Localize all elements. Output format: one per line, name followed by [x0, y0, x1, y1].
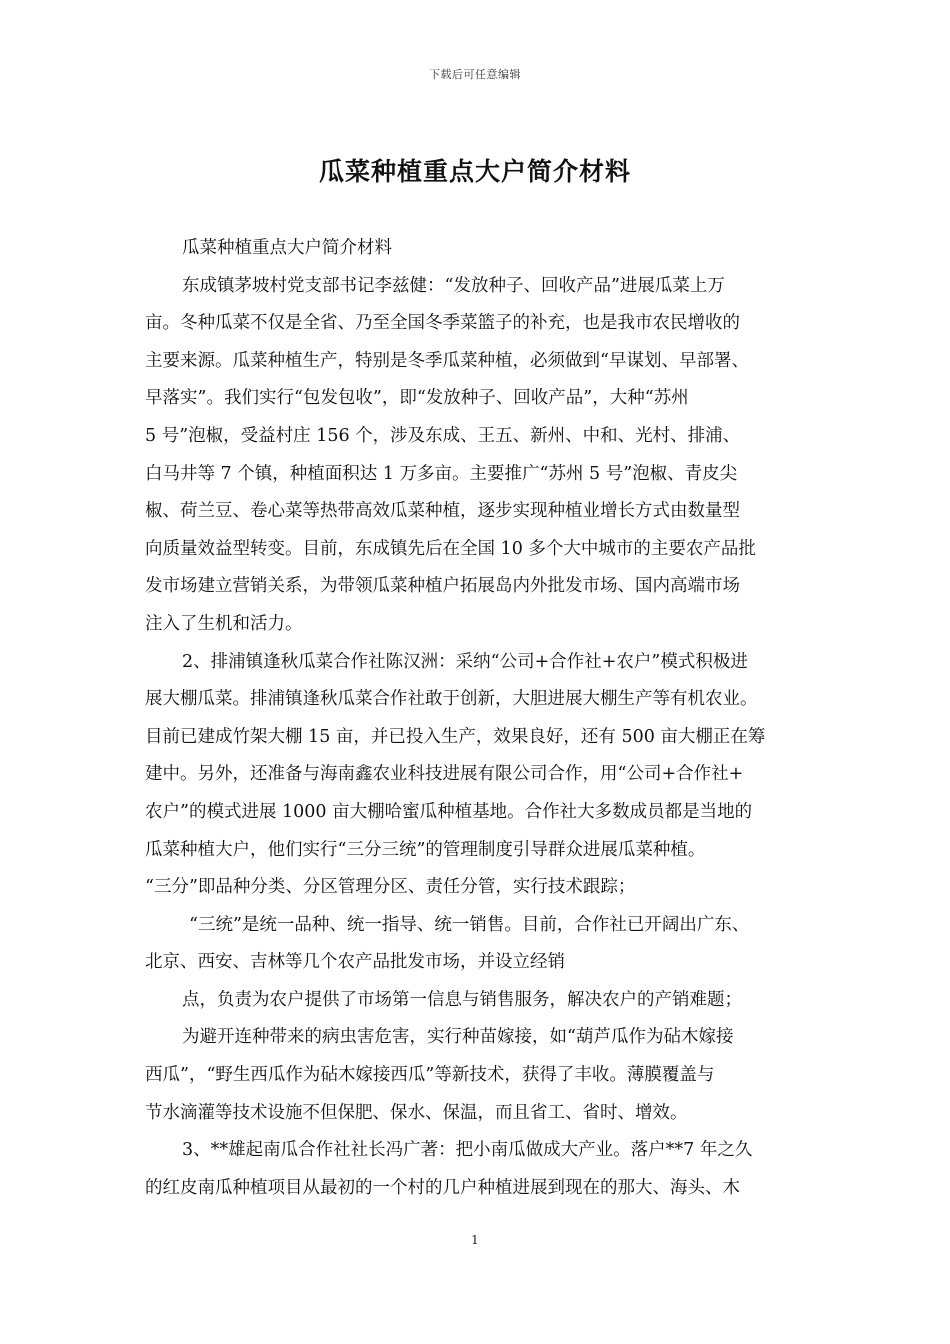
body-line: 早落实”。我们实行“包发包收”，即“发放种子、回收产品”，大种“苏州	[145, 388, 689, 409]
body-line: 白马井等 7 个镇，种植面积达 1 万多亩。主要推广“苏州 5 号”泡椒、青皮尖	[145, 463, 738, 484]
body-line: 瓜菜种植重点大户简介材料	[182, 238, 392, 258]
body-line: 主要来源。瓜菜种植生产，特别是冬季瓜菜种植，必须做到“早谋划、早部署、	[145, 350, 749, 371]
document-body	[145, 230, 813, 1207]
body-line: 农户”的模式进展 1000 亩大棚哈蜜瓜种植基地。合作社大多数成员都是当地的	[145, 801, 753, 822]
body-line: 建中。另外，还准备与海南鑫农业科技进展有限公司合作，用“公司+合作社+	[145, 764, 744, 785]
body-line: 西瓜”，“野生西瓜作为砧木嫁接西瓜”等新技术，获得了丰收。薄膜覆盖与	[145, 1065, 715, 1086]
body-line: 注入了生机和活力。	[145, 613, 303, 634]
body-line: “三统”是统一品种、统一指导、统一销售。目前，合作社已开阔出广东、	[189, 914, 750, 935]
body-line: 东成镇茅坡村党支部书记李兹健：“发放种子、回收产品”进展瓜菜上万	[182, 275, 725, 296]
body-line: 椒、荷兰豆、卷心菜等热带高效瓜菜种植，逐步实现种植业增长方式由数量型	[145, 501, 740, 522]
body-line: 目前已建成竹架大棚 15 亩，并已投入生产，效果良好，还有 500 亩大棚正在筹	[145, 726, 766, 747]
document-title: 瓜菜种植重点大户简介材料	[318, 157, 631, 186]
body-line: 5 号”泡椒，受益村庄 156 个，涉及东成、王五、新州、中和、光村、排浦、	[145, 425, 741, 446]
body-line: 节水滴灌等技术设施不但保肥、保水、保温，而且省工、省时、增效。	[145, 1102, 688, 1123]
body-line: 的红皮南瓜种植项目从最初的一个村的几户种植进展到现在的那大、海头、木	[145, 1177, 740, 1198]
body-line: 发市场建立营销关系，为带领瓜菜种植户拓展岛内外批发市场、国内高端市场	[145, 576, 740, 597]
body-line: “三分”即品种分类、分区管理分区、责任分管，实行技术跟踪；	[145, 877, 636, 898]
body-line: 北京、西安、吉林等几个农产品批发市场，并设立经销	[145, 952, 565, 973]
body-line: 3、**雄起南瓜合作社社长冯广著：把小南瓜做成大产业。落户**7 年之久	[182, 1140, 753, 1161]
body-line: 点，负责为农户提供了市场第一信息与销售服务，解决农户的产销难题；	[182, 989, 742, 1010]
header-note: 下载后可任意编辑	[429, 68, 521, 81]
body-line: 展大棚瓜菜。排浦镇逢秋瓜菜合作社敢于创新，大胆进展大棚生产等有机农业。	[145, 689, 758, 710]
body-line: 亩。冬种瓜菜不仅是全省、乃至全国冬季菜篮子的补充，也是我市农民增收的	[145, 313, 740, 334]
body-line: 2、排浦镇逢秋瓜菜合作社陈汉洲：采纳“公司+合作社+农户”模式积极进	[182, 651, 748, 672]
page-number: 1	[471, 1233, 479, 1247]
body-line: 向质量效益型转变。目前，东成镇先后在全国 10 多个大中城市的主要农产品批	[145, 538, 756, 559]
body-line: 为避开连种带来的病虫害危害，实行种苗嫁接，如“葫芦瓜作为砧木嫁接	[182, 1027, 734, 1048]
body-line: 瓜菜种植大户，他们实行“三分三统”的管理制度引导群众进展瓜菜种植。	[145, 839, 706, 860]
